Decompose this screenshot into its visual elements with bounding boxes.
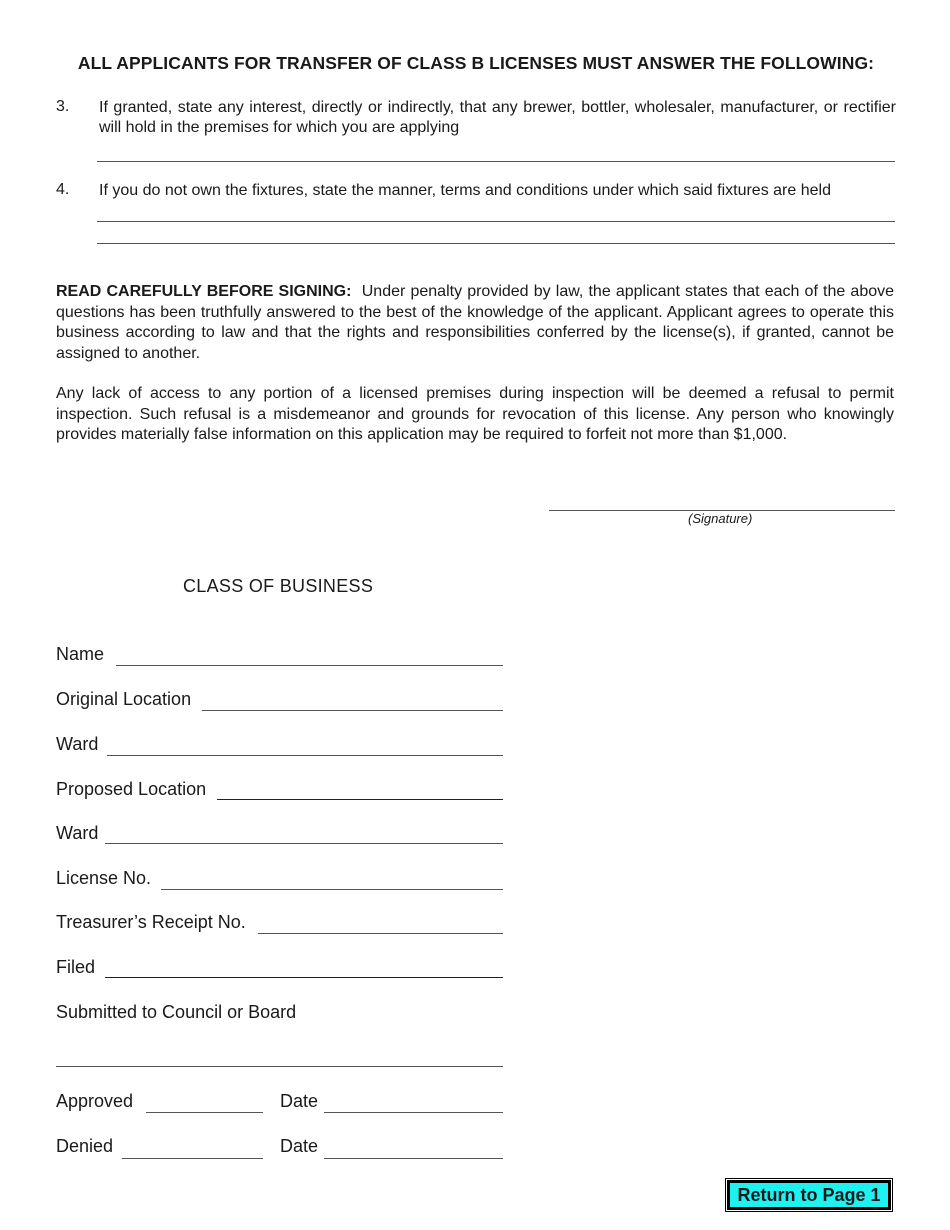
signature-label: (Signature) (688, 511, 753, 526)
denied-field[interactable] (122, 1158, 263, 1159)
read-carefully-lead: READ CAREFULLY BEFORE SIGNING: (56, 283, 352, 300)
question-4-number: 4. (56, 181, 70, 198)
read-carefully-text: Under penalty provided by law, the applicant states that each of the above questions has been truthfully answered to the best of the knowledge of the applicant. Applicant agrees to operate this business according to law and that the rights and responsibilities conferred by the license(s), if granted, cannot be assigned to another. (56, 283, 895, 362)
ward-label-2: Ward (56, 823, 99, 843)
license-no-label: License No. (56, 868, 152, 888)
ward-field-2[interactable] (105, 843, 503, 844)
return-to-page-1-button[interactable]: Return to Page 1 (727, 1180, 891, 1210)
denied-date-label: Date (280, 1136, 319, 1156)
treasurer-receipt-field[interactable] (258, 933, 503, 934)
submitted-field[interactable] (56, 1066, 503, 1067)
approved-date-label: Date (280, 1091, 319, 1111)
name-label: Name (56, 644, 105, 664)
license-no-field[interactable] (161, 889, 503, 890)
inspection-paragraph: Any lack of access to any portion of a licensed premises during inspection will be deemed a refusal to permit inspection. Such refusal is a misdemeanor and grounds for revocation of this license. Any person who knowingly provides materially false information on this application may be required to forfeit not more than $1,000. (56, 385, 894, 443)
ward-field-1[interactable] (107, 755, 503, 756)
treasurer-receipt-label: Treasurer’s Receipt No. (56, 912, 246, 932)
original-location-field[interactable] (202, 710, 503, 711)
name-field[interactable] (116, 665, 503, 666)
filed-field[interactable] (105, 977, 503, 978)
proposed-location-field[interactable] (217, 799, 503, 800)
read-carefully-paragraph (56, 282, 894, 364)
approved-date-field[interactable] (324, 1112, 503, 1113)
ward-label-1: Ward (56, 734, 99, 754)
proposed-location-label: Proposed Location (56, 779, 207, 799)
submitted-label: Submitted to Council or Board (56, 1002, 297, 1022)
question-4-answer-line-1[interactable] (97, 221, 895, 222)
question-4-answer-line-2[interactable] (97, 243, 895, 244)
approved-label: Approved (56, 1091, 134, 1111)
class-of-business-title: CLASS OF BUSINESS (183, 576, 374, 596)
question-3-number: 3. (56, 98, 70, 115)
denied-date-field[interactable] (324, 1158, 503, 1159)
question-3-answer-line[interactable] (97, 161, 895, 162)
question-4-text: If you do not own the fixtures, state the manner, terms and conditions under which said fixtures are held (99, 182, 831, 199)
original-location-label: Original Location (56, 689, 192, 709)
question-3-text: If granted, state any interest, directly or indirectly, that any brewer, bottler, wholesaler, manufacturer, or rectifier will hold in the premises for which you are applying (99, 99, 896, 136)
approved-field[interactable] (146, 1112, 263, 1113)
filed-label: Filed (56, 957, 96, 977)
section-heading: ALL APPLICANTS FOR TRANSFER OF CLASS B LICENSES MUST ANSWER THE FOLLOWING: (77, 53, 875, 73)
denied-label: Denied (56, 1136, 114, 1156)
